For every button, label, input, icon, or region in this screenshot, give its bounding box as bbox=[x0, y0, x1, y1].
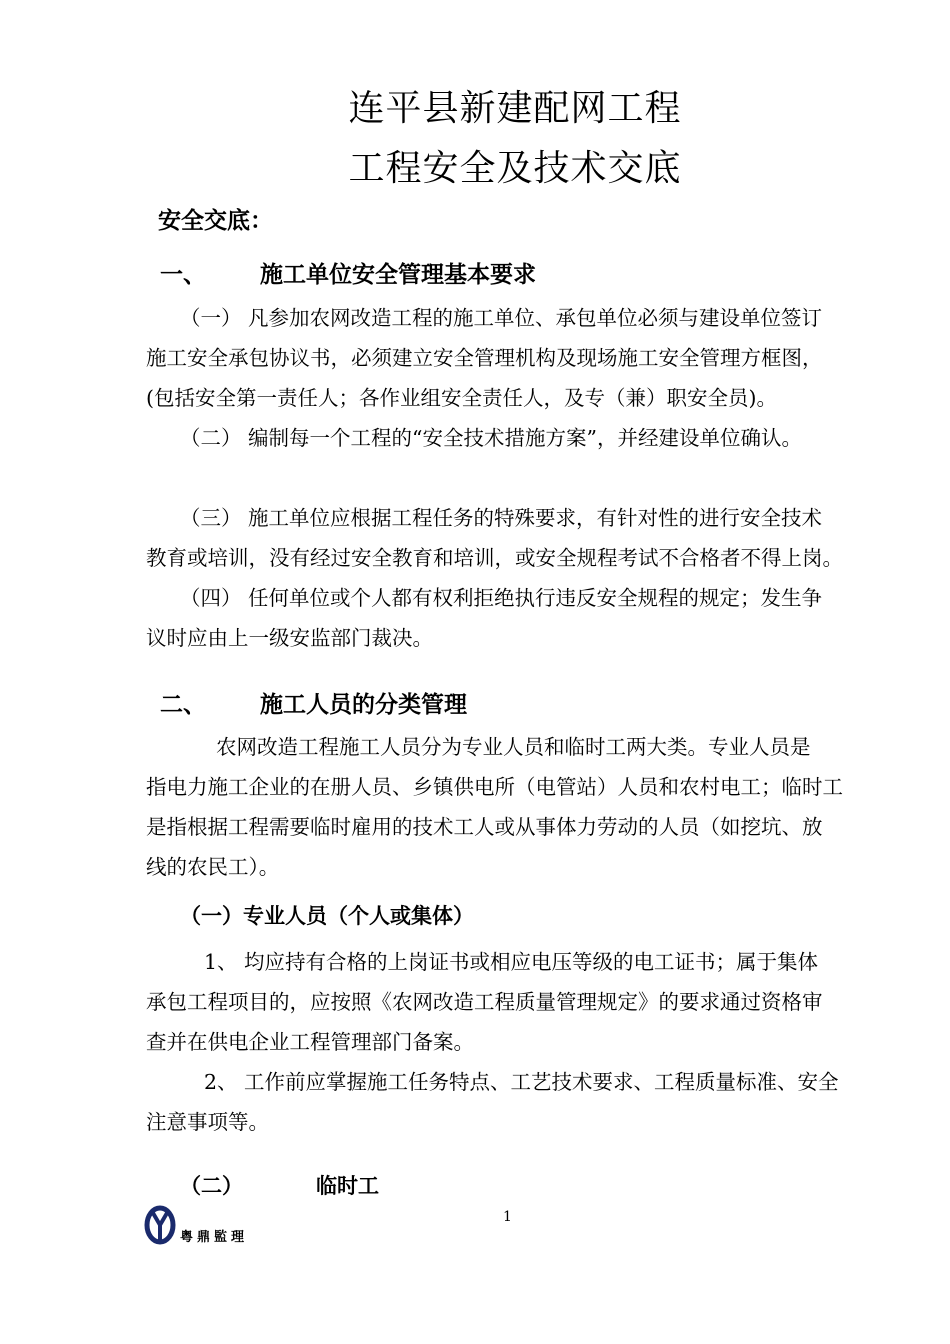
paragraph-6 bbox=[146, 942, 874, 1062]
subsection2-number: （二） bbox=[180, 1173, 243, 1198]
section1-number: 一、 bbox=[160, 261, 206, 288]
section2-title: 施工人员的分类管理 bbox=[260, 691, 467, 718]
paragraph-1-line3: (包括安全第一责任人；各作业组安全责任人，及专（兼）职安全员)。 bbox=[146, 386, 777, 410]
section1-title: 施工单位安全管理基本要求 bbox=[260, 261, 536, 288]
page-number: 1 bbox=[503, 1209, 512, 1225]
paragraph-5-line1: 农网改造工程施工人员分为专业人员和临时工两大类。专业人员是 bbox=[216, 735, 811, 759]
paragraph-4-line2: 议时应由上一级安监部门裁决。 bbox=[146, 626, 433, 650]
subsection1-title: （一）专业人员（个人或集体） bbox=[180, 903, 474, 928]
paragraph-5-line2: 指电力施工企业的在册人员、乡镇供电所（电管站）人员和农村电工；临时工 bbox=[146, 775, 843, 799]
paragraph-6-line2: 承包工程项目的，应按照《农网改造工程质量管理规定》的要求通过资格审 bbox=[146, 990, 823, 1014]
paragraph-5-line4: 线的农民工）。 bbox=[146, 855, 280, 879]
paragraph-1-line2: 施工安全承包协议书，必须建立安全管理机构及现场施工安全管理方框图， bbox=[146, 346, 823, 370]
paragraph-4-line1: （四） 任何单位或个人都有权利拒绝执行违反安全规程的规定；发生争 bbox=[180, 586, 823, 610]
paragraph-5-line3: 是指根据工程需要临时雇用的技术工人或从事体力劳动的人员（如挖坑、放 bbox=[146, 815, 823, 839]
paragraph-3-line1: （三） 施工单位应根据工程任务的特殊要求，有针对性的进行安全技术 bbox=[180, 506, 823, 530]
company-logo-icon bbox=[144, 1205, 180, 1245]
paragraph-1 bbox=[146, 298, 874, 418]
paragraph-3-line2: 教育或培训，没有经过安全教育和培训，或安全规程考试不合格者不得上岗。 bbox=[146, 546, 843, 570]
paragraph-1-line1: （一） 凡参加农网改造工程的施工单位、承包单位必须与建设单位签订 bbox=[180, 306, 823, 330]
paragraph-5 bbox=[146, 727, 874, 887]
doc-title-line2: 工程安全及技术交底 bbox=[348, 148, 682, 189]
paragraph-2-line1: （二） 编制每一个工程的“安全技术措施方案”，并经建设单位确认。 bbox=[180, 426, 802, 450]
safety-heading: 安全交底： bbox=[158, 207, 273, 234]
paragraph-6-line1: 1、 均应持有合格的上岗证书或相应电压等级的电工证书；属于集体 bbox=[204, 950, 819, 974]
company-brand-name: 粤鼎監理 bbox=[180, 1230, 249, 1245]
paragraph-6-line3: 查并在供电企业工程管理部门备案。 bbox=[146, 1030, 474, 1054]
paragraph-2 bbox=[146, 418, 874, 458]
paragraph-3 bbox=[146, 498, 874, 578]
paragraph-7-line1: 2、 工作前应掌握施工任务特点、工艺技术要求、工程质量标准、安全 bbox=[204, 1070, 839, 1094]
paragraph-4 bbox=[146, 578, 874, 658]
doc-title-line1: 连平县新建配网工程 bbox=[348, 88, 682, 129]
subsection2-title: 临时工 bbox=[316, 1173, 379, 1198]
paragraph-7-line2: 注意事项等。 bbox=[146, 1110, 269, 1134]
section2-number: 二、 bbox=[160, 691, 206, 718]
paragraph-7 bbox=[146, 1062, 874, 1142]
